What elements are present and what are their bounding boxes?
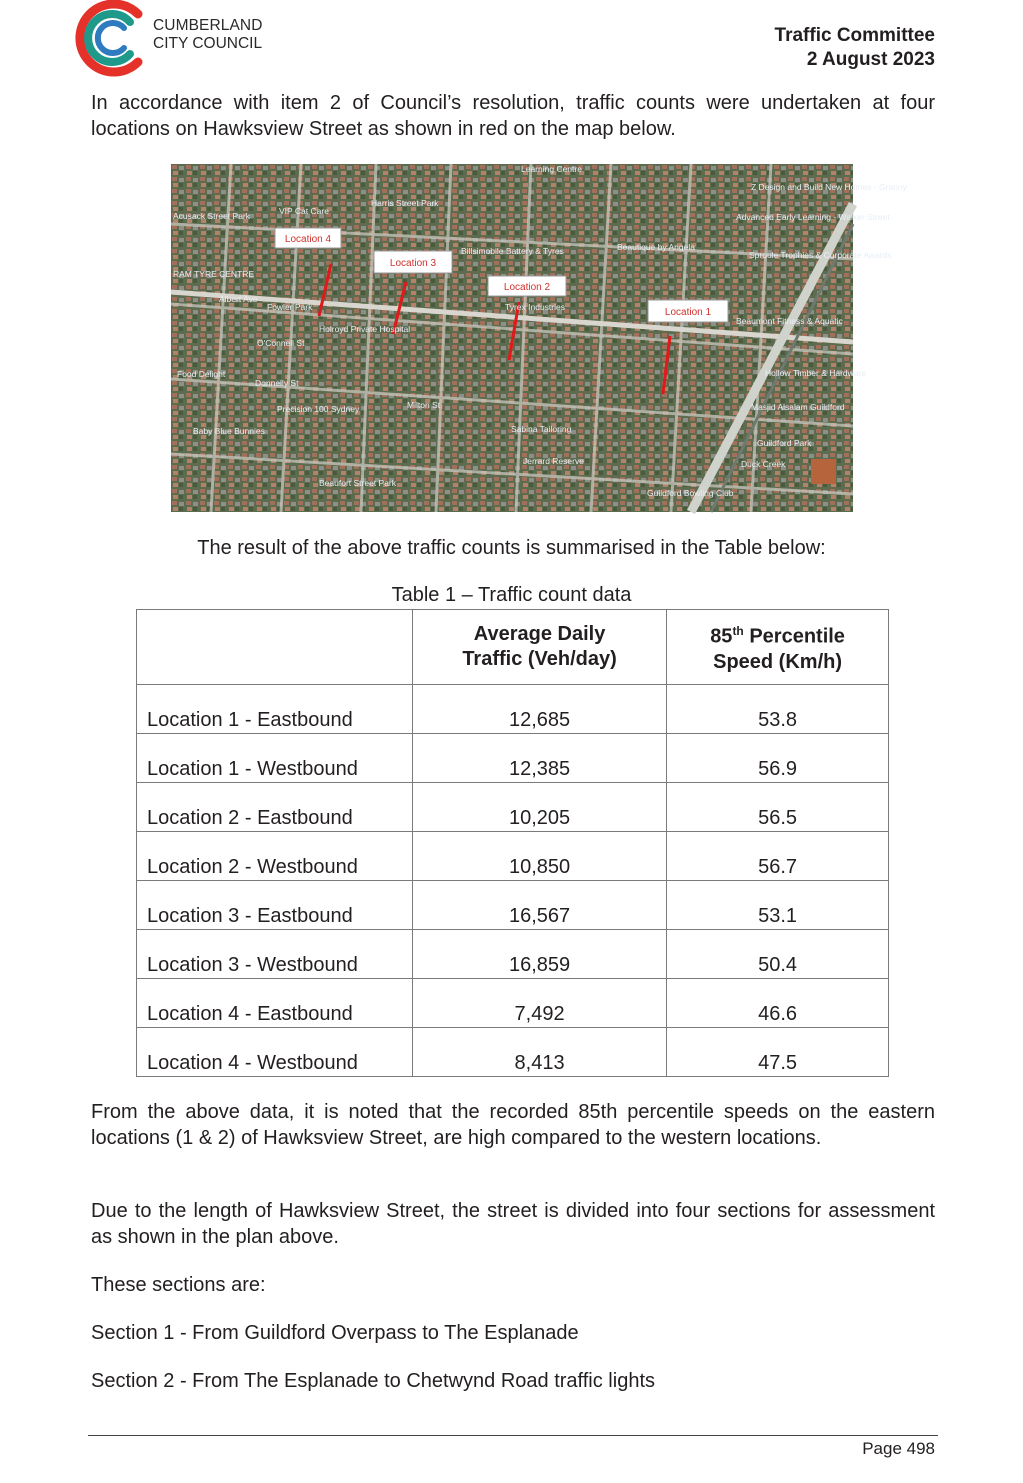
row-adt: 12,685 bbox=[413, 685, 667, 734]
row-adt: 12,385 bbox=[413, 734, 667, 783]
svg-text:Advanced Early Learning - Walk: Advanced Early Learning - Walker Street bbox=[736, 212, 890, 222]
row-speed: 47.5 bbox=[667, 1028, 889, 1077]
svg-text:Tyrex Industries: Tyrex Industries bbox=[505, 302, 565, 312]
svg-text:Location 4: Location 4 bbox=[284, 234, 332, 245]
row-speed: 50.4 bbox=[667, 930, 889, 979]
svg-text:Guildford Bowling Club: Guildford Bowling Club bbox=[647, 488, 734, 498]
row-label: Location 1 - Eastbound bbox=[137, 685, 413, 734]
result-intro: The result of the above traffic counts is summarised in the Table below: bbox=[197, 537, 826, 559]
section-1-text: Section 1 - From Guildford Overpass to The Esplanade bbox=[91, 1322, 579, 1344]
sections-paragraph: Due to the length of Hawksview Street, the street is divided into four sections for assessment as shown in the plan above. bbox=[91, 1200, 935, 1248]
map-label-location-1 bbox=[648, 300, 728, 322]
table-row bbox=[137, 1028, 889, 1077]
map-label-location-4 bbox=[275, 228, 341, 248]
council-logo bbox=[76, 0, 276, 76]
row-adt: 16,859 bbox=[413, 930, 667, 979]
table-row bbox=[137, 930, 889, 979]
svg-text:O'Connell St: O'Connell St bbox=[257, 338, 305, 348]
svg-text:Donnelly St: Donnelly St bbox=[255, 378, 299, 388]
svg-text:VIP Cat Care: VIP Cat Care bbox=[279, 206, 329, 216]
svg-text:Beaufort Street Park: Beaufort Street Park bbox=[319, 478, 397, 488]
header-location bbox=[137, 610, 413, 685]
observation-paragraph: From the above data, it is noted that the recorded 85th percentile speeds on the eastern locations (1 & 2) of Hawksview Street, are high compared to the western locations. bbox=[91, 1101, 935, 1149]
svg-text:Acusack Street Park: Acusack Street Park bbox=[173, 211, 251, 221]
map-label-location-3 bbox=[374, 251, 452, 273]
svg-text:Fowler Park: Fowler Park bbox=[267, 302, 313, 312]
row-adt: 7,492 bbox=[413, 979, 667, 1028]
table-row bbox=[137, 832, 889, 881]
svg-text:Location 1: Location 1 bbox=[664, 307, 712, 318]
table-row bbox=[137, 685, 889, 734]
row-adt: 10,205 bbox=[413, 783, 667, 832]
row-label: Location 3 - Eastbound bbox=[137, 881, 413, 930]
page-number: Page 498 bbox=[862, 1439, 935, 1458]
table-row bbox=[137, 783, 889, 832]
svg-text:Guildford Park: Guildford Park bbox=[757, 438, 812, 448]
svg-text:Beautique by Angela: Beautique by Angela bbox=[617, 242, 695, 252]
svg-text:Harris Street Park: Harris Street Park bbox=[371, 198, 439, 208]
header-85th-percentile-speed: 85th Percentile Speed (Km/h) bbox=[667, 610, 889, 685]
table-row bbox=[137, 734, 889, 783]
svg-text:Jerrard Reserve: Jerrard Reserve bbox=[523, 456, 584, 466]
location-map bbox=[171, 164, 907, 512]
intro-paragraph: In accordance with item 2 of Council’s resolution, traffic counts were undertaken at four locations on Hawksview Street as shown in red on the map below. bbox=[91, 92, 935, 140]
council-logo-icon bbox=[76, 0, 152, 76]
svg-text:Precision 100 Sydney: Precision 100 Sydney bbox=[277, 404, 360, 414]
row-adt: 16,567 bbox=[413, 881, 667, 930]
row-speed: 53.1 bbox=[667, 881, 889, 930]
svg-text:Duck Creek: Duck Creek bbox=[741, 459, 786, 469]
row-label: Location 1 - Westbound bbox=[137, 734, 413, 783]
map-label-location-2 bbox=[488, 276, 566, 296]
row-speed: 56.7 bbox=[667, 832, 889, 881]
section-2-text: Section 2 - From The Esplanade to Chetwynd Road traffic lights bbox=[91, 1370, 655, 1392]
svg-text:Holroyd Private Hospital: Holroyd Private Hospital bbox=[319, 324, 411, 334]
row-label: Location 4 - Westbound bbox=[137, 1028, 413, 1077]
svg-text:Baby Blue Bunnies: Baby Blue Bunnies bbox=[193, 426, 265, 436]
svg-text:Learning Centre: Learning Centre bbox=[521, 164, 582, 174]
footer-divider bbox=[88, 1435, 938, 1436]
meeting-date: 2 August 2023 bbox=[806, 49, 935, 70]
row-adt: 8,413 bbox=[413, 1028, 667, 1077]
svg-text:Milton St: Milton St bbox=[407, 400, 441, 410]
row-adt: 10,850 bbox=[413, 832, 667, 881]
svg-text:Beaumont Fitness & Aquatic: Beaumont Fitness & Aquatic bbox=[736, 316, 843, 326]
svg-text:Sproule Trophies & Corporate A: Sproule Trophies & Corporate Awards bbox=[749, 250, 892, 260]
page-header bbox=[775, 24, 935, 72]
svg-text:Location 3: Location 3 bbox=[389, 258, 437, 269]
row-speed: 56.9 bbox=[667, 734, 889, 783]
row-label: Location 2 - Eastbound bbox=[137, 783, 413, 832]
table-row bbox=[137, 979, 889, 1028]
row-speed: 56.5 bbox=[667, 783, 889, 832]
svg-text:RAM TYRE CENTRE: RAM TYRE CENTRE bbox=[173, 269, 255, 279]
row-label: Location 2 - Westbound bbox=[137, 832, 413, 881]
row-label: Location 3 - Westbound bbox=[137, 930, 413, 979]
svg-text:Hollow Timber & Hardware: Hollow Timber & Hardware bbox=[765, 368, 867, 378]
row-label: Location 4 - Eastbound bbox=[137, 979, 413, 1028]
sections-intro: These sections are: bbox=[91, 1274, 266, 1296]
committee-name: Traffic Committee bbox=[774, 25, 935, 46]
svg-text:Z Design and Build New Homes -: Z Design and Build New Homes - Granny bbox=[751, 182, 907, 192]
table-row bbox=[137, 881, 889, 930]
table-header-row bbox=[137, 610, 889, 685]
row-speed: 46.6 bbox=[667, 979, 889, 1028]
traffic-count-table bbox=[136, 609, 889, 1077]
svg-text:Billsimobile Battery & Tyres: Billsimobile Battery & Tyres bbox=[461, 246, 564, 256]
org-name-line1: CUMBERLAND bbox=[153, 17, 263, 34]
svg-text:Location 2: Location 2 bbox=[503, 282, 551, 293]
satellite-map-image bbox=[171, 164, 907, 512]
svg-text:Sabina Tailoring: Sabina Tailoring bbox=[511, 424, 572, 434]
svg-text:Albert Ave: Albert Ave bbox=[219, 294, 258, 304]
svg-text:Masjid Alsalam Guildford: Masjid Alsalam Guildford bbox=[751, 402, 845, 412]
table-caption: Table 1 – Traffic count data bbox=[391, 584, 632, 606]
svg-text:Food Delight: Food Delight bbox=[177, 369, 226, 379]
org-name-line2: CITY COUNCIL bbox=[153, 35, 263, 52]
row-speed: 53.8 bbox=[667, 685, 889, 734]
header-average-daily-traffic: Average Daily Traffic (Veh/day) bbox=[413, 610, 667, 685]
